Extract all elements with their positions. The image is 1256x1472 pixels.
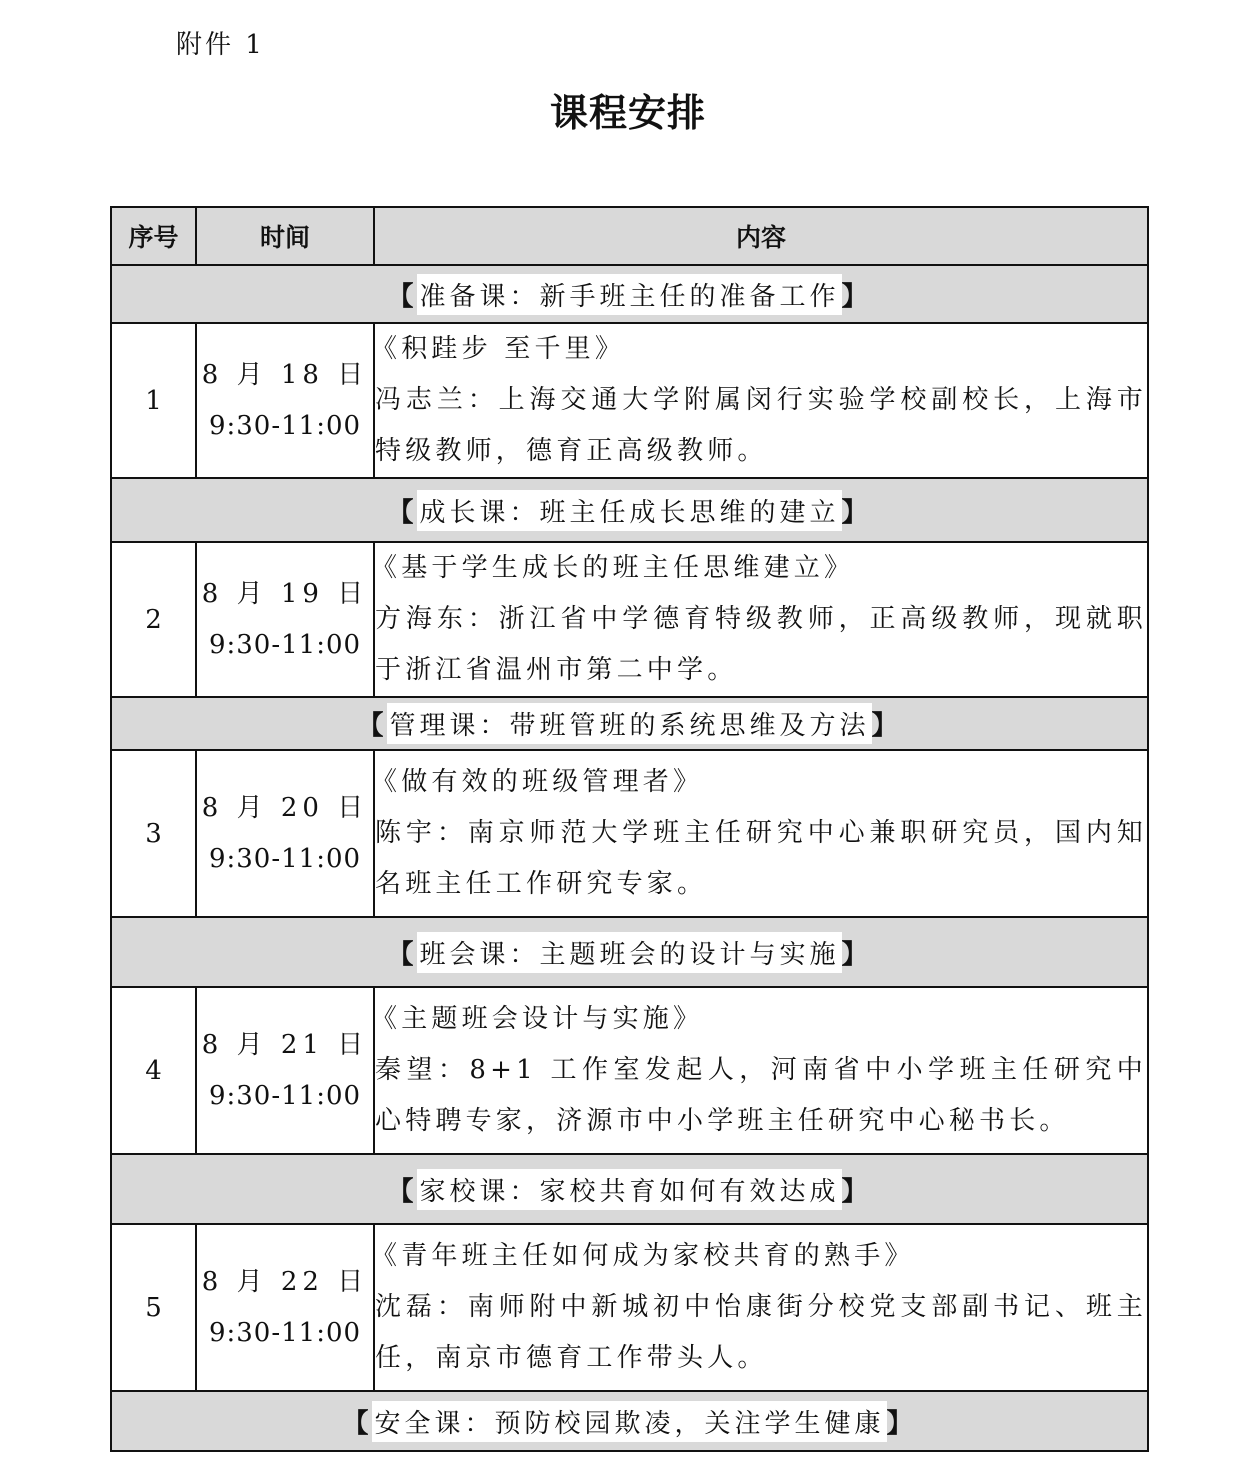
course-row bbox=[111, 1224, 1148, 1391]
course-hours: 9:30-11:00 bbox=[208, 410, 362, 441]
course-time bbox=[196, 987, 374, 1154]
bracket-open: 【 bbox=[387, 939, 418, 970]
speaker-info: 方海东：浙江省中学德育特级教师，正高级教师，现就职于浙江省温州市第二中学。 bbox=[375, 604, 1147, 685]
course-date: 8 月 22 日 bbox=[201, 1266, 369, 1297]
lesson-title: 《做有效的班级管理者》 bbox=[371, 767, 704, 797]
course-row bbox=[111, 323, 1148, 478]
section-cell bbox=[111, 478, 1148, 542]
bracket-open: 【 bbox=[387, 1176, 418, 1207]
section-label: 安全课：预防校园欺凌，关注学生健康 bbox=[372, 1401, 886, 1442]
section-cell bbox=[111, 917, 1148, 987]
attachment-label: 附件 1 bbox=[176, 30, 265, 60]
course-content bbox=[371, 987, 1148, 1154]
bracket-close: 】 bbox=[871, 711, 902, 741]
course-row bbox=[111, 750, 1148, 917]
section-row bbox=[111, 917, 1148, 987]
course-content bbox=[371, 542, 1148, 697]
document-title: 课程安排 bbox=[549, 91, 706, 135]
bracket-open: 【 bbox=[387, 497, 418, 528]
course-number: 4 bbox=[111, 987, 196, 1154]
bracket-close: 】 bbox=[841, 497, 872, 528]
lesson-title: 《基于学生成长的班主任思维建立》 bbox=[371, 553, 855, 583]
bracket-close: 】 bbox=[886, 1408, 917, 1439]
speaker-info: 陈宇：南京师范大学班主任研究中心兼职研究员，国内知名班主任工作研究专家。 bbox=[375, 818, 1147, 899]
bracket-close: 】 bbox=[841, 939, 872, 970]
course-content bbox=[371, 1224, 1148, 1391]
bracket-open: 【 bbox=[387, 281, 418, 312]
course-time bbox=[196, 542, 374, 697]
course-row bbox=[111, 987, 1148, 1154]
course-hours: 9:30-11:00 bbox=[208, 629, 362, 660]
bracket-close: 】 bbox=[841, 281, 872, 312]
course-row bbox=[111, 542, 1148, 697]
course-number: 3 bbox=[111, 750, 196, 917]
course-content bbox=[371, 750, 1148, 917]
course-date: 8 月 19 日 bbox=[201, 578, 369, 609]
bracket-close: 】 bbox=[841, 1176, 872, 1207]
lesson-title: 《主题班会设计与实施》 bbox=[371, 1004, 704, 1034]
course-time bbox=[196, 323, 374, 478]
section-cell bbox=[111, 265, 1148, 323]
course-number: 1 bbox=[111, 323, 196, 478]
lesson-title: 《青年班主任如何成为家校共育的熟手》 bbox=[371, 1241, 915, 1271]
course-date: 8 月 20 日 bbox=[201, 792, 369, 823]
bracket-open: 【 bbox=[342, 1408, 373, 1439]
course-time bbox=[196, 1224, 374, 1391]
section-label: 班会课：主题班会的设计与实施 bbox=[417, 932, 841, 973]
section-row bbox=[111, 1154, 1148, 1224]
course-content bbox=[371, 323, 1148, 478]
section-label: 准备课：新手班主任的准备工作 bbox=[417, 274, 841, 315]
section-cell bbox=[111, 1391, 1148, 1451]
section-cell bbox=[111, 1154, 1148, 1224]
column-header-content: 内容 bbox=[374, 207, 1148, 265]
section-label: 管理课：带班管班的系统思维及方法 bbox=[387, 703, 871, 744]
bracket-open: 【 bbox=[357, 711, 388, 741]
section-cell bbox=[111, 697, 1148, 750]
course-hours: 9:30-11:00 bbox=[208, 1317, 362, 1348]
course-time bbox=[196, 750, 374, 917]
section-label: 家校课：家校共育如何有效达成 bbox=[417, 1169, 841, 1210]
speaker-info: 秦望：8+1 工作室发起人，河南省中小学班主任研究中心特聘专家，济源市中小学班主任研究中心秘书长。 bbox=[375, 1055, 1147, 1136]
column-header-number: 序号 bbox=[111, 207, 196, 265]
speaker-info: 沈磊：南师附中新城初中怡康街分校党支部副书记、班主任，南京市德育工作带头人。 bbox=[375, 1292, 1147, 1373]
course-date: 8 月 21 日 bbox=[201, 1029, 369, 1060]
section-row bbox=[111, 478, 1148, 542]
section-row bbox=[111, 1391, 1148, 1451]
section-row bbox=[111, 697, 1148, 750]
section-label: 成长课：班主任成长思维的建立 bbox=[417, 490, 841, 531]
lesson-title: 《积跬步 至千里》 bbox=[371, 334, 626, 364]
column-header-time: 时间 bbox=[196, 207, 374, 265]
course-date: 8 月 18 日 bbox=[201, 359, 369, 390]
section-row bbox=[111, 265, 1148, 323]
course-number: 2 bbox=[111, 542, 196, 697]
course-hours: 9:30-11:00 bbox=[208, 843, 362, 874]
course-schedule-table bbox=[110, 206, 1149, 1452]
course-hours: 9:30-11:00 bbox=[208, 1080, 362, 1111]
table-header-row bbox=[111, 207, 1148, 265]
course-number: 5 bbox=[111, 1224, 196, 1391]
speaker-info: 冯志兰：上海交通大学附属闵行实验学校副校长，上海市特级教师，德育正高级教师。 bbox=[375, 385, 1147, 466]
